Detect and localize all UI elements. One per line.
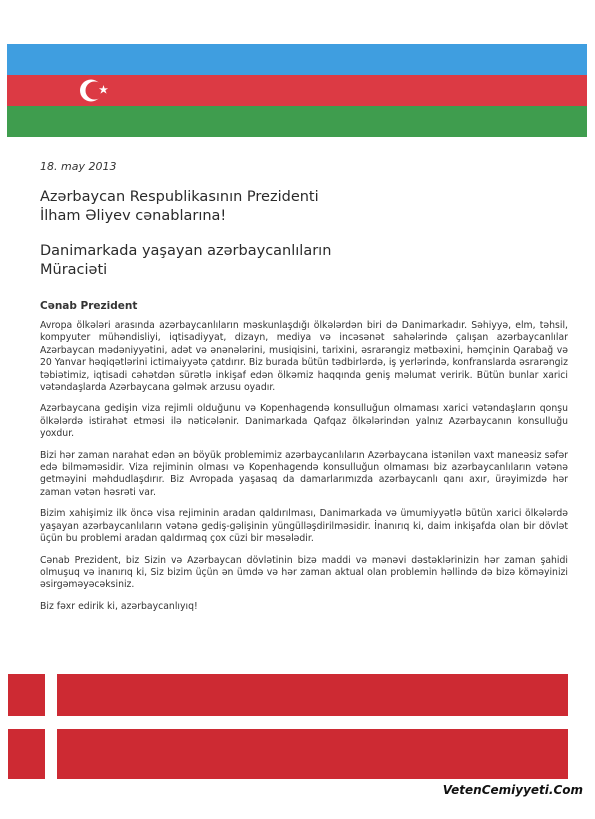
flag-band-red	[7, 75, 587, 106]
crescent-and-star-icon	[75, 75, 115, 106]
body-paragraph: Bizi hər zaman narahat edən ən böyük problemimiz azərbaycanlıların Azərbaycana istənilən vaxt maneəsiz səfər edə bilməməsidir. Viza rejiminin olması və Kopenhagendə konsulluğun olmaması biz azərbaycanlıların vətənə getməyini məhdudlaşdırır. Biz Avropada yaşasaq da damarlarımızda azərbaycanlı qanı axır, ürəyimizdə hər zaman vətən həsrəti var.	[40, 449, 568, 498]
body-paragraph: Azərbaycana gedişin viza rejimli olduğunu və Kopenhagendə konsulluğun olmaması xarici vətəndaşların qonşu ölkələrdə istirahət etməsi ilə nəticələnir. Danimarkada Qafqaz ölkələrindən yalnız Azərbaycanın konsulluğu yoxdur.	[40, 403, 568, 440]
flag-field-red-top	[8, 674, 568, 716]
body-paragraph: Cənab Prezident, biz Sizin və Azərbaycan dövlətinin bizə maddi və mənəvi dəstəklərinizin hər zaman şahidi olmuşuq və inanırıq ki, Siz bizim üçün ən ümdə və hər zaman aktual olan problemin həllində də bizə köməyinizi əsirgəməyəcəksiniz.	[40, 554, 568, 591]
flag-band-green	[7, 106, 587, 137]
body-paragraph: Bizim xahişimiz ilk öncə visa rejiminin aradan qaldırılması, Danimarkada və ümumiyyətlə bütün xarici ölkələrdə yaşayan azərbaycanlıların vətənə gediş-gəlişinin yüngülləşdirilməsidir. İnanırıq ki, daim inkişafda olan bir dövlət üçün bu problemi aradan qaldırmaq çox cüzi bir məsələdir.	[40, 508, 568, 545]
site-watermark: VetenCemiyyeti.Com	[442, 783, 583, 797]
body-paragraph: Biz fəxr edirik ki, azərbaycanlıyıq!	[40, 600, 198, 612]
addressee-line: İlham Əliyev cənablarına!	[40, 208, 227, 224]
azerbaijan-flag	[7, 44, 587, 137]
letter-date: 18. may 2013	[40, 160, 117, 173]
letter-salutation: Cənab Prezident	[40, 300, 138, 312]
subject-line: Danimarkada yaşayan azərbaycanlıların	[40, 243, 332, 259]
addressee-line: Azərbaycan Respublikasının Prezidenti	[40, 189, 319, 205]
body-paragraph: Avropa ölkələri arasında azərbaycanlıların məskunlaşdığı ölkələrdən biri də Danimarkadır. Səhiyyə, elm, təhsil, kompyuter mühəndisliyi, iqtisadiyyat, dizayn, mediya və incəsənət sahələrində çalışan azərbaycanlılar Azərbaycan mədəniyyətini, adət və ənənələrini, musiqisini, tarixini, əsrarəngiz mətbəxini, həmçinin Qarabağ və 20 Yanvar həqiqətlərini ictimaiyyətə çatdırır. Biz burada bütün tədbirlərdə, iş yerlərində, konfranslarda əsrarəngiz təbiətimiz, iqtisadi cəhətdən sürətlə inkişaf edən ölkəmiz haqqında geniş məlumat veririk. Bütün bunlar xarici vətəndaşlarda Azərbaycana gəlmək arzusu oyadır.	[40, 320, 568, 394]
letter-body	[40, 320, 568, 622]
letter-subject	[40, 242, 540, 280]
flag-field-red-bottom	[8, 729, 568, 779]
denmark-flag	[8, 674, 568, 779]
flag-band-blue	[7, 44, 587, 75]
letter-addressee	[40, 188, 540, 226]
subject-line: Müraciəti	[40, 262, 108, 278]
flag-cross-vertical	[45, 674, 57, 779]
